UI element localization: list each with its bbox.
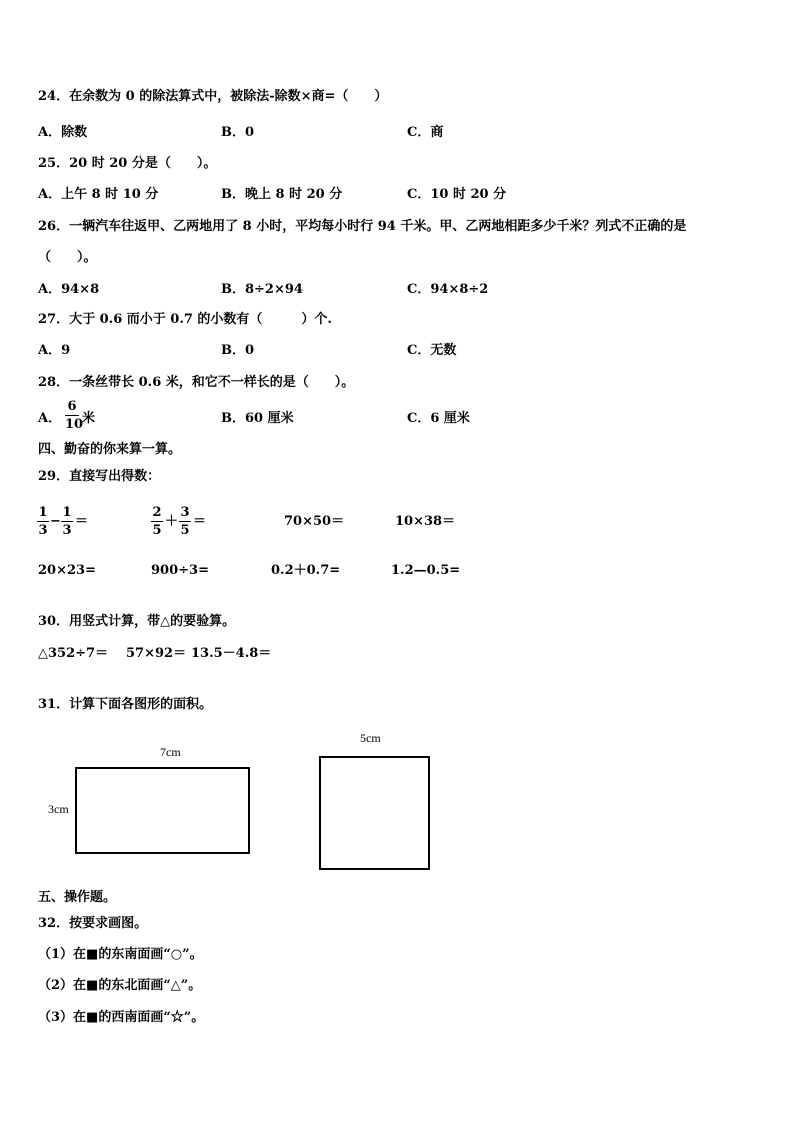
q29-stem: 29．直接写出得数： [38, 469, 161, 484]
q28-stem: 28．一条丝带长 0.6 米，和它不一样长的是（ ）。 [38, 375, 355, 390]
q26-stem-continuation: （ ）。 [38, 250, 97, 265]
q28-option-b: B．60 厘米 [221, 411, 294, 426]
q28-option-a-prefix: A． [38, 411, 62, 426]
fraction-numerator: 3 [180, 505, 190, 520]
q29-e1-fraction-2 [61, 505, 73, 538]
square-shape [319, 756, 430, 870]
q26-stem: 26．一辆汽车往返甲、乙两地用了 8 小时，平均每小时行 94 千米。甲、乙两地相距多少千米？列式不正确的是 [38, 219, 687, 234]
fraction-bar [65, 415, 79, 416]
fraction-denominator: 3 [38, 523, 48, 538]
q32-item-1: （1）在■的东南面画“○”。 [38, 947, 203, 962]
q29-e3: 70×50＝ [284, 514, 345, 529]
fraction-bar [179, 521, 191, 522]
q24-option-b: B．0 [221, 125, 255, 140]
q27-option-b: B．0 [221, 343, 255, 358]
fraction-denominator: 5 [152, 523, 162, 538]
q25-option-b: B．晚上 8 时 20 分 [221, 187, 343, 202]
rectangle-shape [75, 767, 250, 854]
q24-option-c: C．商 [407, 125, 444, 140]
square-side-label: 5cm [360, 731, 381, 745]
section-5-heading: 五、操作题。 [38, 890, 117, 905]
q28-option-a-fraction [65, 399, 84, 432]
q28-option-a-unit: 米 [82, 411, 96, 426]
fraction-denominator: 5 [180, 523, 190, 538]
q26-option-a: A．94×8 [38, 282, 100, 297]
q32-item-3: （3）在■的西南面画“☆”。 [38, 1010, 205, 1025]
q24-option-a: A．除数 [38, 125, 88, 140]
q29-e4: 10×38＝ [395, 514, 456, 529]
q25-option-a: A．上午 8 时 10 分 [38, 187, 159, 202]
q29-e2-equals: ＝ [193, 514, 207, 529]
q29-e5: 20×23= [38, 563, 96, 578]
fraction-bar [61, 521, 73, 522]
q29-e1-operator: − [50, 514, 61, 529]
fraction-numerator: 2 [152, 505, 162, 520]
q27-stem: 27．大于 0.6 而小于 0.7 的小数有（ ）个. [38, 312, 332, 327]
q30-stem: 30．用竖式计算，带△的要验算。 [38, 614, 236, 629]
fraction-bar [151, 521, 163, 522]
section-4-heading: 四、勤奋的你来算一算。 [38, 442, 182, 457]
fraction-numerator: 1 [38, 505, 48, 520]
q28-option-c: C．6 厘米 [407, 411, 470, 426]
q29-e2-fraction-1 [151, 505, 163, 538]
q30-e1: △352÷7＝ [38, 646, 109, 661]
fraction-denominator: 3 [62, 523, 72, 538]
fraction-denominator: 10 [65, 417, 84, 432]
q26-option-c: C．94×8÷2 [407, 282, 489, 297]
q24-stem: 24．在余数为 0 的除法算式中，被除法-除数×商=（ ） [38, 89, 388, 104]
fraction-numerator: 6 [67, 399, 77, 414]
q30-e2: 57×92＝ [126, 646, 187, 661]
q25-stem: 25．20 时 20 分是（ ）。 [38, 156, 217, 171]
q29-e8: 1.2—0.5= [391, 563, 461, 578]
q25-option-c: C．10 时 20 分 [407, 187, 507, 202]
rectangle-height-label: 3cm [48, 802, 69, 816]
q29-e1-fraction-1 [37, 505, 49, 538]
q32-item-2: （2）在■的东北面画“△”。 [38, 978, 202, 993]
q29-e2-operator: ＋ [165, 514, 179, 529]
q31-stem: 31．计算下面各图形的面积。 [38, 697, 213, 712]
fraction-bar [37, 521, 49, 522]
rectangle-width-label: 7cm [160, 745, 181, 759]
q27-option-a: A．9 [38, 343, 71, 358]
q26-option-b: B．8÷2×94 [221, 282, 303, 297]
q27-option-c: C．无数 [407, 343, 457, 358]
q32-stem: 32．按要求画图。 [38, 916, 148, 931]
q29-e1-equals: ＝ [75, 514, 89, 529]
q29-e6: 900÷3= [151, 563, 209, 578]
q29-e7: 0.2＋0.7= [271, 563, 341, 578]
fraction-numerator: 1 [62, 505, 72, 520]
q29-e2-fraction-2 [179, 505, 191, 538]
q30-e3: 13.5－4.8＝ [191, 646, 272, 661]
